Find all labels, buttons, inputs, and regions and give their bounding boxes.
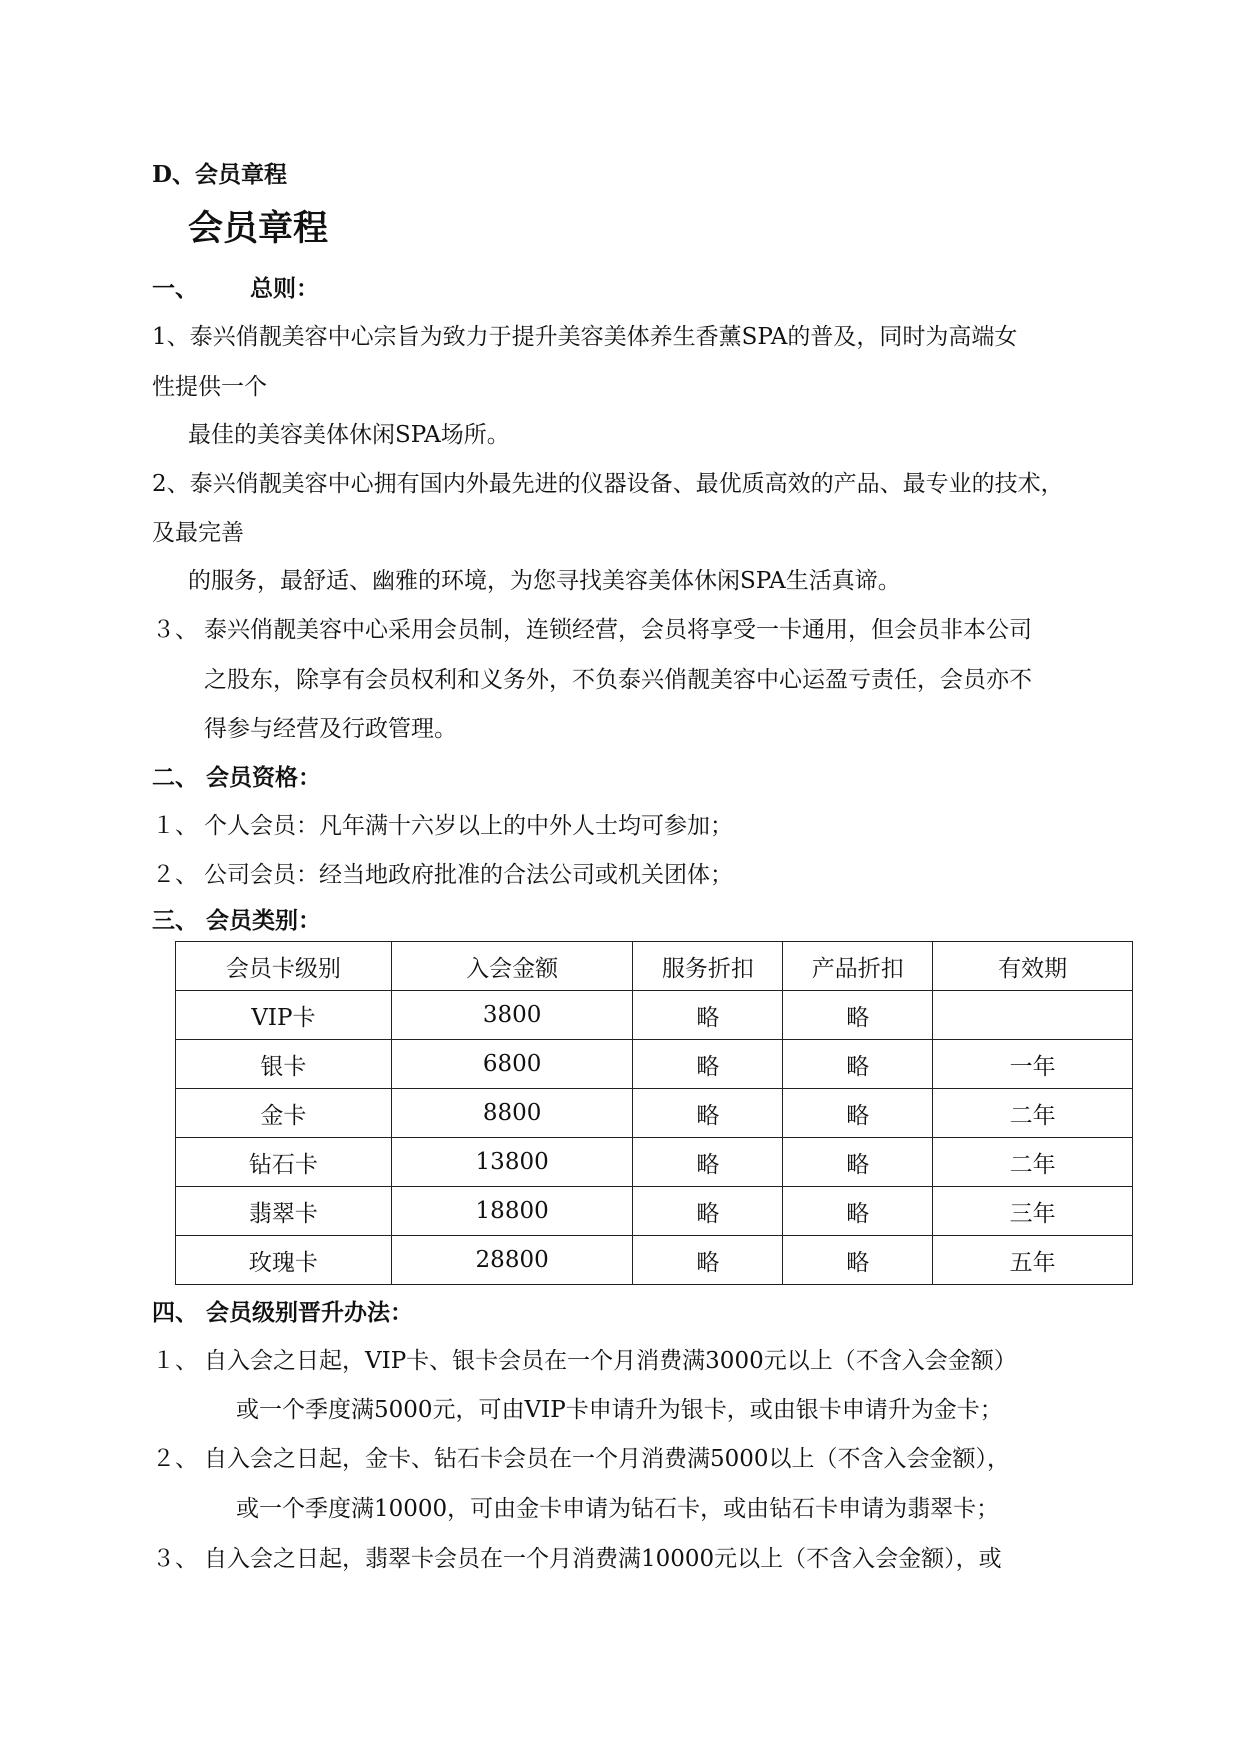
- s2-item-1-number: １、: [152, 813, 198, 839]
- section-1-title: 总则：: [250, 275, 319, 302]
- table-cell: 略: [783, 1187, 933, 1236]
- table-cell: 略: [783, 1089, 933, 1138]
- table-cell: 略: [783, 991, 933, 1040]
- table-cell: 略: [633, 1138, 783, 1187]
- s1-p1-line1: 1、泰兴俏靓美容中心宗旨为致力于提升美容美体养生香薰SPA的普及，同时为高端女: [152, 324, 1018, 350]
- s4-item-3-number: ３、: [152, 1546, 198, 1572]
- s2-item-2-number: ２、: [152, 862, 198, 888]
- s2-item-1-text: 个人会员：凡年满十六岁以上的中外人士均可参加；: [204, 813, 733, 839]
- s1-p1-line2: 性提供一个: [152, 374, 267, 400]
- table-cell: VIP卡: [176, 991, 392, 1040]
- table-cell: 一年: [933, 1040, 1133, 1089]
- table-header-row: [176, 942, 1133, 991]
- membership-table: [175, 941, 1133, 1285]
- table-cell: 钻石卡: [176, 1138, 392, 1187]
- s1-p2-line1: 2、泰兴俏靓美容中心拥有国内外最先进的仪器设备、最优质高效的产品、最专业的技术，: [152, 471, 1064, 497]
- s1-p2-line3: 的服务，最舒适、幽雅的环境，为您寻找美容美体休闲SPA生活真谛。: [188, 568, 901, 594]
- table-cell: 13800: [391, 1138, 633, 1187]
- table-cell: 略: [633, 1089, 783, 1138]
- table-cell: 略: [783, 1040, 933, 1089]
- section-2-heading: 二、 会员资格：: [152, 764, 322, 791]
- table-cell: 略: [783, 1236, 933, 1285]
- s4-item-2-number: ２、: [152, 1446, 198, 1472]
- table-header-cell: 入会金额: [391, 942, 633, 991]
- s1-p3-text-1: 泰兴俏靓美容中心采用会员制，连锁经营，会员将享受一卡通用，但会员非本公司: [204, 617, 1032, 643]
- table-cell: 金卡: [176, 1089, 392, 1138]
- s1-p3-line2: 之股东，除享有会员权利和义务外，不负泰兴俏靓美容中心运盈亏责任，会员亦不: [204, 667, 1032, 693]
- s4-item-1-line1: [152, 1346, 1017, 1376]
- s4-item-3-text-1: 自入会之日起，翡翠卡会员在一个月消费满10000元以上（不含入会金额），或: [204, 1546, 1002, 1572]
- table-cell: 二年: [933, 1138, 1133, 1187]
- section-1-heading: [152, 274, 319, 304]
- table-row: [176, 1187, 1133, 1236]
- table-cell: 五年: [933, 1236, 1133, 1285]
- s4-item-2-line2: 或一个季度满10000，可由金卡申请为钻石卡，或由钻石卡申请为翡翠卡；: [236, 1496, 1000, 1522]
- section-1-number: 一、: [152, 275, 198, 302]
- table-row: [176, 1089, 1133, 1138]
- table-cell: 28800: [391, 1236, 633, 1285]
- s4-item-2-line1: [152, 1444, 1010, 1474]
- table-row: [176, 1138, 1133, 1187]
- s2-item-2-text: 公司会员：经当地政府批准的合法公司或机关团体；: [204, 862, 733, 888]
- table-cell: 3800: [391, 991, 633, 1040]
- table-cell: 略: [633, 1040, 783, 1089]
- table-cell: 略: [633, 1187, 783, 1236]
- s1-p2-line2: 及最完善: [152, 520, 244, 546]
- s4-item-2-text-1: 自入会之日起，金卡、钻石卡会员在一个月消费满5000以上（不含入会金额），: [204, 1446, 1011, 1472]
- s4-item-1-line2: 或一个季度满5000元，可由VIP卡申请升为银卡，或由银卡申请升为金卡；: [236, 1397, 1003, 1423]
- table-header-cell: 产品折扣: [783, 942, 933, 991]
- table-cell: 18800: [391, 1187, 633, 1236]
- table-row: [176, 1040, 1133, 1089]
- table-row: [176, 991, 1133, 1040]
- section-3-heading: 三、 会员类别：: [152, 907, 322, 934]
- table-cell: 略: [783, 1138, 933, 1187]
- s4-item-1-text-1: 自入会之日起，VIP卡、银卡会员在一个月消费满3000元以上（不含入会金额）: [204, 1348, 1017, 1374]
- table-cell: 8800: [391, 1089, 633, 1138]
- section-4-heading: 四、 会员级别晋升办法：: [152, 1299, 414, 1326]
- s1-p3-line3: 得参与经营及行政管理。: [204, 716, 457, 742]
- table-cell: 玫瑰卡: [176, 1236, 392, 1285]
- table-cell: 二年: [933, 1089, 1133, 1138]
- s2-item-1: [152, 811, 733, 841]
- table-header-cell: 服务折扣: [633, 942, 783, 991]
- table-cell: 银卡: [176, 1040, 392, 1089]
- table-header-cell: 有效期: [933, 942, 1133, 991]
- s1-p3-line1: [152, 615, 1032, 645]
- table-cell: 三年: [933, 1187, 1133, 1236]
- table-row: [176, 1236, 1133, 1285]
- table-cell: 略: [633, 991, 783, 1040]
- table-cell: 略: [633, 1236, 783, 1285]
- s1-p3-number: ３、: [152, 617, 198, 643]
- table-cell: [933, 991, 1133, 1040]
- table-cell: 翡翠卡: [176, 1187, 392, 1236]
- section-label: D、会员章程: [152, 161, 287, 188]
- s4-item-3-line1: [152, 1544, 1002, 1574]
- s2-item-2: [152, 860, 733, 890]
- table-cell: 6800: [391, 1040, 633, 1089]
- s1-p1-line3: 最佳的美容美体休闲SPA场所。: [188, 422, 510, 448]
- page-title: 会员章程: [188, 208, 329, 249]
- s4-item-1-number: １、: [152, 1348, 198, 1374]
- table-header-cell: 会员卡级别: [176, 942, 392, 991]
